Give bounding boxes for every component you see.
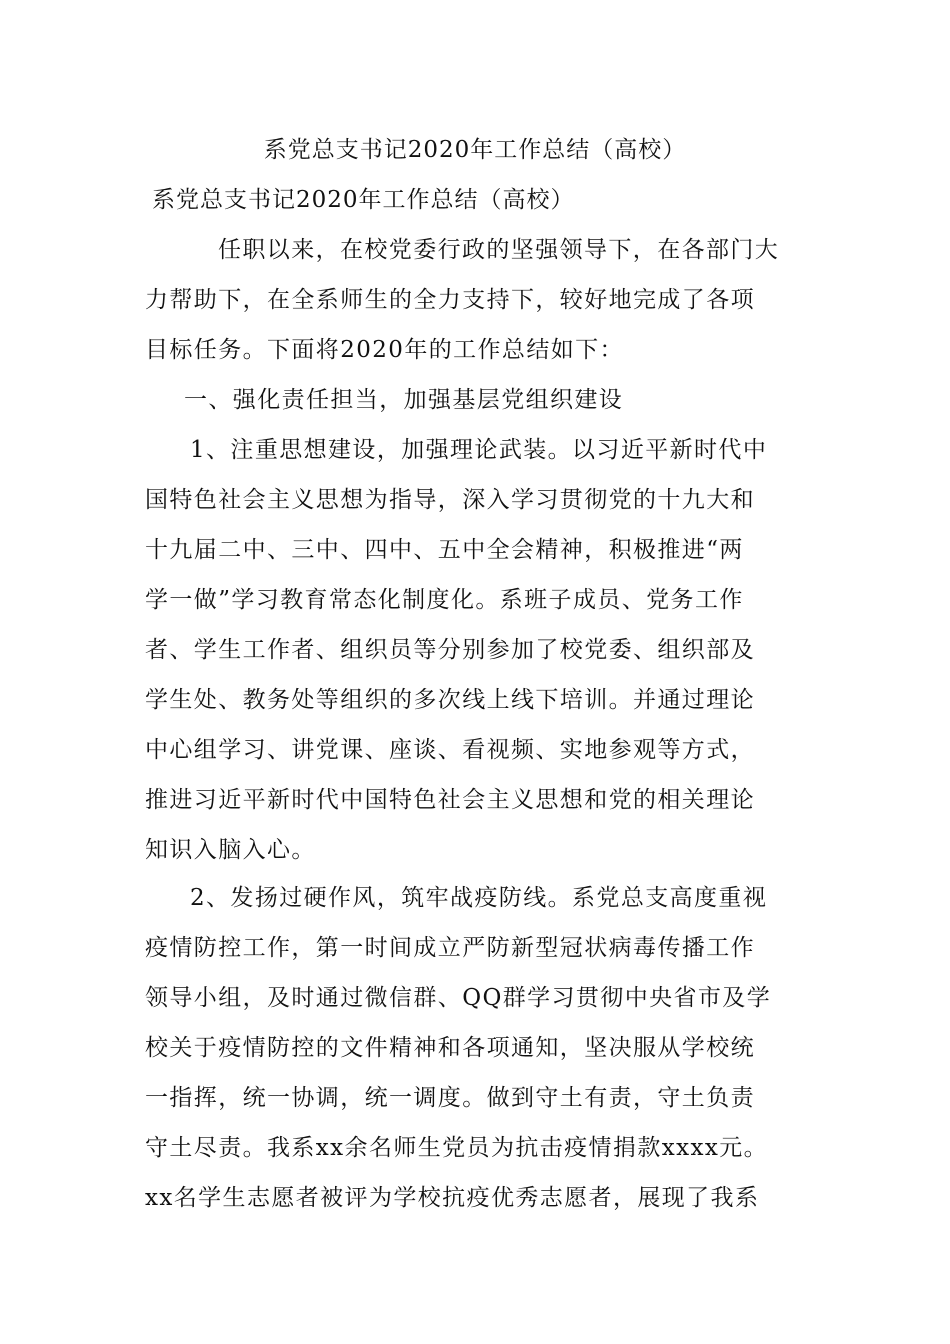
document-subtitle: 系党总支书记2020年工作总结（高校） bbox=[152, 187, 575, 213]
body-line-17: 校关于疫情防控的文件精神和各项通知，坚决服从学校统 bbox=[145, 1035, 755, 1061]
body-line-7: 十九届二中、三中、四中、五中全会精神，积极推进“两 bbox=[145, 537, 744, 563]
body-line-12: 推进习近平新时代中国特色社会主义思想和党的相关理论 bbox=[145, 787, 755, 813]
document-title: 系党总支书记2020年工作总结（高校） bbox=[263, 137, 687, 163]
body-line-1: 任职以来，在校党委行政的坚强领导下，在各部门大 bbox=[218, 237, 780, 263]
body-line-10: 学生处、教务处等组织的多次线上线下培训。并通过理论 bbox=[145, 687, 755, 713]
body-line-13: 知识入脑入心。 bbox=[145, 837, 316, 863]
body-line-9: 者、学生工作者、组织员等分别参加了校党委、组织部及 bbox=[145, 637, 755, 663]
body-line-11: 中心组学习、讲党课、座谈、看视频、实地参观等方式， bbox=[145, 737, 755, 763]
body-line-14: 2、发扬过硬作风，筑牢战疫防线。系党总支高度重视 bbox=[190, 885, 768, 911]
body-line-8: 学一做”学习教育常态化制度化。系班子成员、党务工作 bbox=[145, 587, 744, 613]
body-line-6: 国特色社会主义思想为指导，深入学习贯彻党的十九大和 bbox=[145, 487, 755, 513]
body-line-3: 目标任务。下面将2020年的工作总结如下： bbox=[145, 337, 624, 363]
section-heading-1: 一、强化责任担当，加强基层党组织建设 bbox=[184, 387, 624, 413]
body-line-20: xx名学生志愿者被评为学校抗疫优秀志愿者，展现了我系 bbox=[145, 1185, 760, 1211]
body-line-2: 力帮助下，在全系师生的全力支持下，较好地完成了各项 bbox=[145, 287, 755, 313]
body-line-19: 守土尽责。我系xx余名师生党员为抗击疫情捐款xxxx元。 bbox=[145, 1135, 769, 1161]
body-line-18: 一指挥，统一协调，统一调度。做到守土有责，守土负责 bbox=[145, 1085, 755, 1111]
body-line-15: 疫情防控工作，第一时间成立严防新型冠状病毒传播工作 bbox=[145, 935, 755, 961]
body-line-16: 领导小组，及时通过微信群、QQ群学习贯彻中央省市及学 bbox=[145, 985, 772, 1011]
body-line-5: 1、注重思想建设，加强理论武装。以习近平新时代中 bbox=[190, 437, 768, 463]
